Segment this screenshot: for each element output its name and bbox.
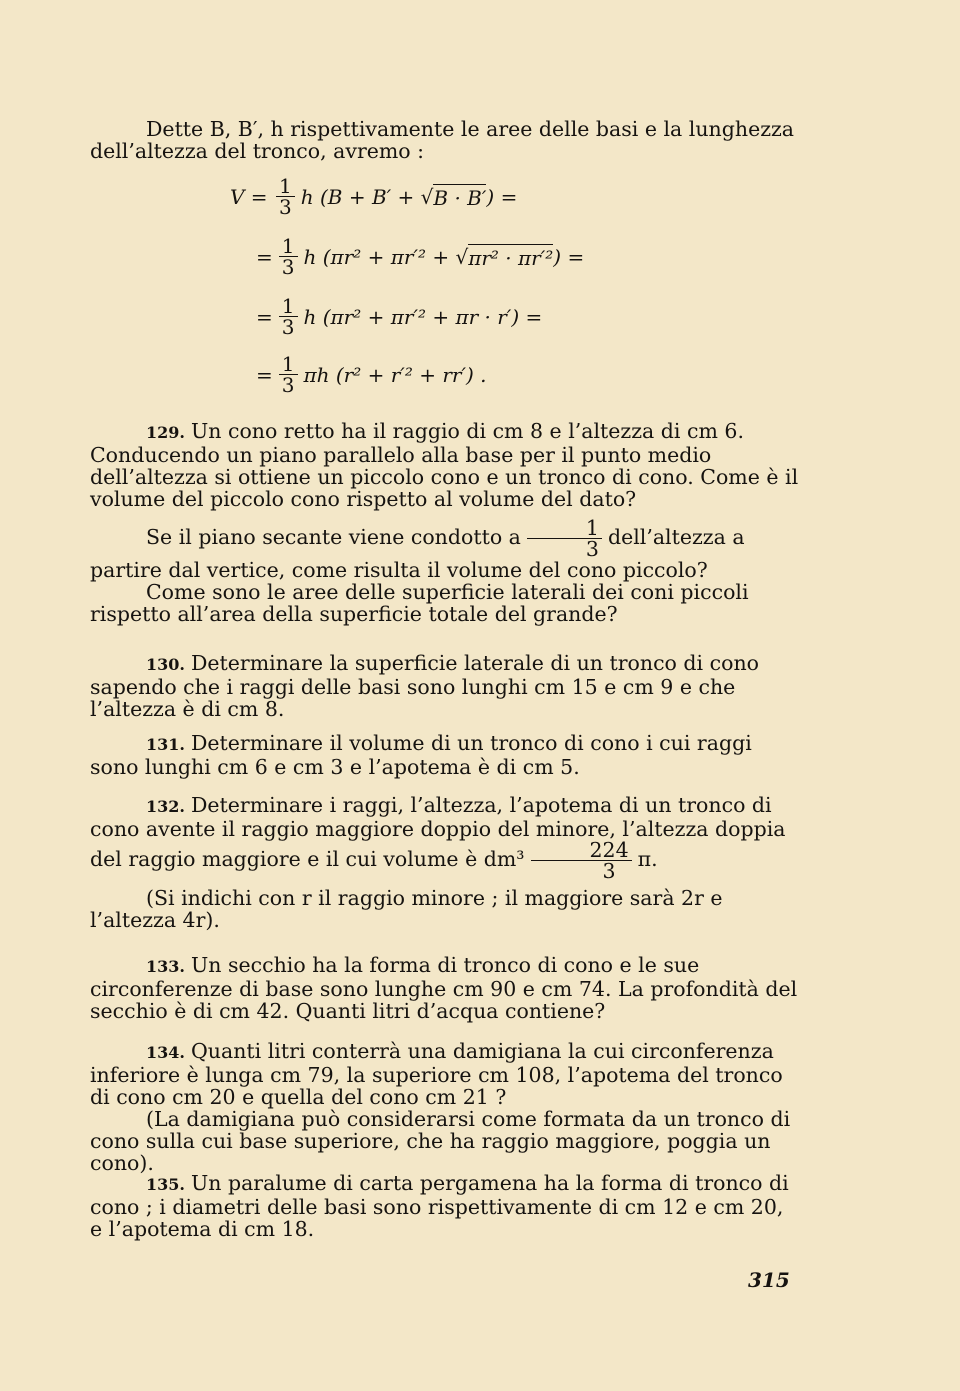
eq2-equals: =	[256, 244, 273, 269]
problem-129-followup: Se il piano secante viene condotto a $\frac{1}{3}$ dell’altezza a partire dal vertice, come risulta il volume del cono piccolo?	[90, 516, 745, 582]
problem-130	[90, 652, 802, 720]
eq4-body: πh (r² + r′² + rr′) .	[303, 362, 487, 387]
eq1-fraction: $\frac{1}{3}$	[276, 176, 295, 217]
equation-4	[256, 354, 487, 395]
problem-131-number: 131.	[146, 735, 185, 754]
volume-fraction: $\frac{224}{3}$	[531, 840, 632, 881]
problem-129-number: 129.	[146, 423, 185, 442]
problem-131-statement: 131. Determinare il volume di un tronco di cono i cui raggi sono lunghi cm 6 e cm 3 e l’apotema è di cm 5.	[90, 731, 752, 779]
problem-129	[90, 420, 802, 625]
eq2-radicand: πr² · πr′²	[468, 245, 554, 270]
problem-134-number: 134.	[146, 1043, 185, 1062]
problem-133-number: 133.	[146, 957, 185, 976]
intro-paragraph	[90, 118, 802, 162]
eq2-body: h (πr² + πr′² + √	[303, 244, 469, 269]
eq1-tail: ) =	[486, 184, 518, 209]
problem-131	[90, 732, 802, 778]
problem-130-statement: 130. Determinare la superficie laterale di un tronco di cono sapendo che i raggi delle basi sono lunghi cm 15 e cm 9 e che l’altezza è di cm 8.	[90, 651, 759, 721]
eq1-body: h (B + B′ + √	[300, 184, 434, 209]
page-number: 315	[748, 1268, 790, 1292]
problem-133	[90, 954, 802, 1022]
eq2-fraction: $\frac{1}{3}$	[279, 236, 298, 277]
equation-2	[256, 236, 584, 277]
eq3-fraction: $\frac{1}{3}$	[279, 296, 298, 337]
problem-132-statement: 132. Determinare i raggi, l’altezza, l’apotema di un tronco di cono avente il raggio maggiore doppio del minore, l’altezza doppia del raggio maggiore e il cui volume è dm³ $\frac{224}{3}$ π.	[90, 793, 786, 883]
eq4-fraction: $\frac{1}{3}$	[279, 354, 298, 395]
eq3-equals: =	[256, 304, 273, 329]
eq2-tail: ) =	[553, 244, 585, 269]
eq4-equals: =	[256, 362, 273, 387]
one-third-fraction: $\frac{1}{3}$	[527, 518, 602, 559]
problem-129-statement: 129. Un cono retto ha il raggio di cm 8 e l’altezza di cm 6. Conducendo un piano parallelo alla base per il punto medio dell’altezza si ottiene un piccolo cono e un tronco di cono. Come è il volume del piccolo cono rispetto al volume del dato?	[90, 419, 799, 511]
problem-134-statement: 134. Quanti litri conterrà una damigiana la cui circonferenza inferiore è lunga cm 79, la superiore cm 108, l’apotema del tronco di cono cm 20 e quella del cono cm 21 ?	[90, 1039, 783, 1109]
equation-1	[230, 176, 517, 217]
problem-129-question: Come sono le aree delle superficie laterali dei coni piccoli rispetto all’area della superficie totale del grande?	[90, 580, 749, 626]
intro-line-2: dell’altezza del tronco, avremo :	[90, 139, 425, 163]
equation-3	[256, 296, 542, 337]
problem-133-statement: 133. Un secchio ha la forma di tronco di cono e le sue circonferenze di base sono lunghe cm 90 e cm 74. La profondità del secchio è di cm 42. Quanti litri d’acqua contiene?	[90, 953, 798, 1023]
problem-132	[90, 794, 802, 931]
problem-132-hint: (Si indichi con r il raggio minore ; il maggiore sarà 2r e l’altezza 4r).	[90, 886, 723, 932]
problem-134	[90, 1040, 802, 1174]
problem-130-number: 130.	[146, 655, 185, 674]
problem-134-hint: (La damigiana può considerarsi come formata da un tronco di cono sulla cui base superiore, che ha raggio maggiore, poggia un cono).	[90, 1107, 791, 1175]
problem-135	[90, 1172, 802, 1240]
eq1-radicand: B · B′	[433, 185, 487, 210]
intro-line-1: Dette B, B′, h rispettivamente le aree delle basi e la lunghezza	[146, 117, 795, 141]
problem-135-number: 135.	[146, 1175, 185, 1194]
eq1-lhs: V =	[230, 184, 268, 209]
problem-132-number: 132.	[146, 797, 185, 816]
eq3-body: h (πr² + πr′² + πr · r′) =	[303, 304, 543, 329]
problem-135-statement: 135. Un paralume di carta pergamena ha la forma di tronco di cono ; i diametri delle basi sono rispettivamente di cm 12 e cm 20, e l’apotema di cm 18.	[90, 1171, 789, 1241]
